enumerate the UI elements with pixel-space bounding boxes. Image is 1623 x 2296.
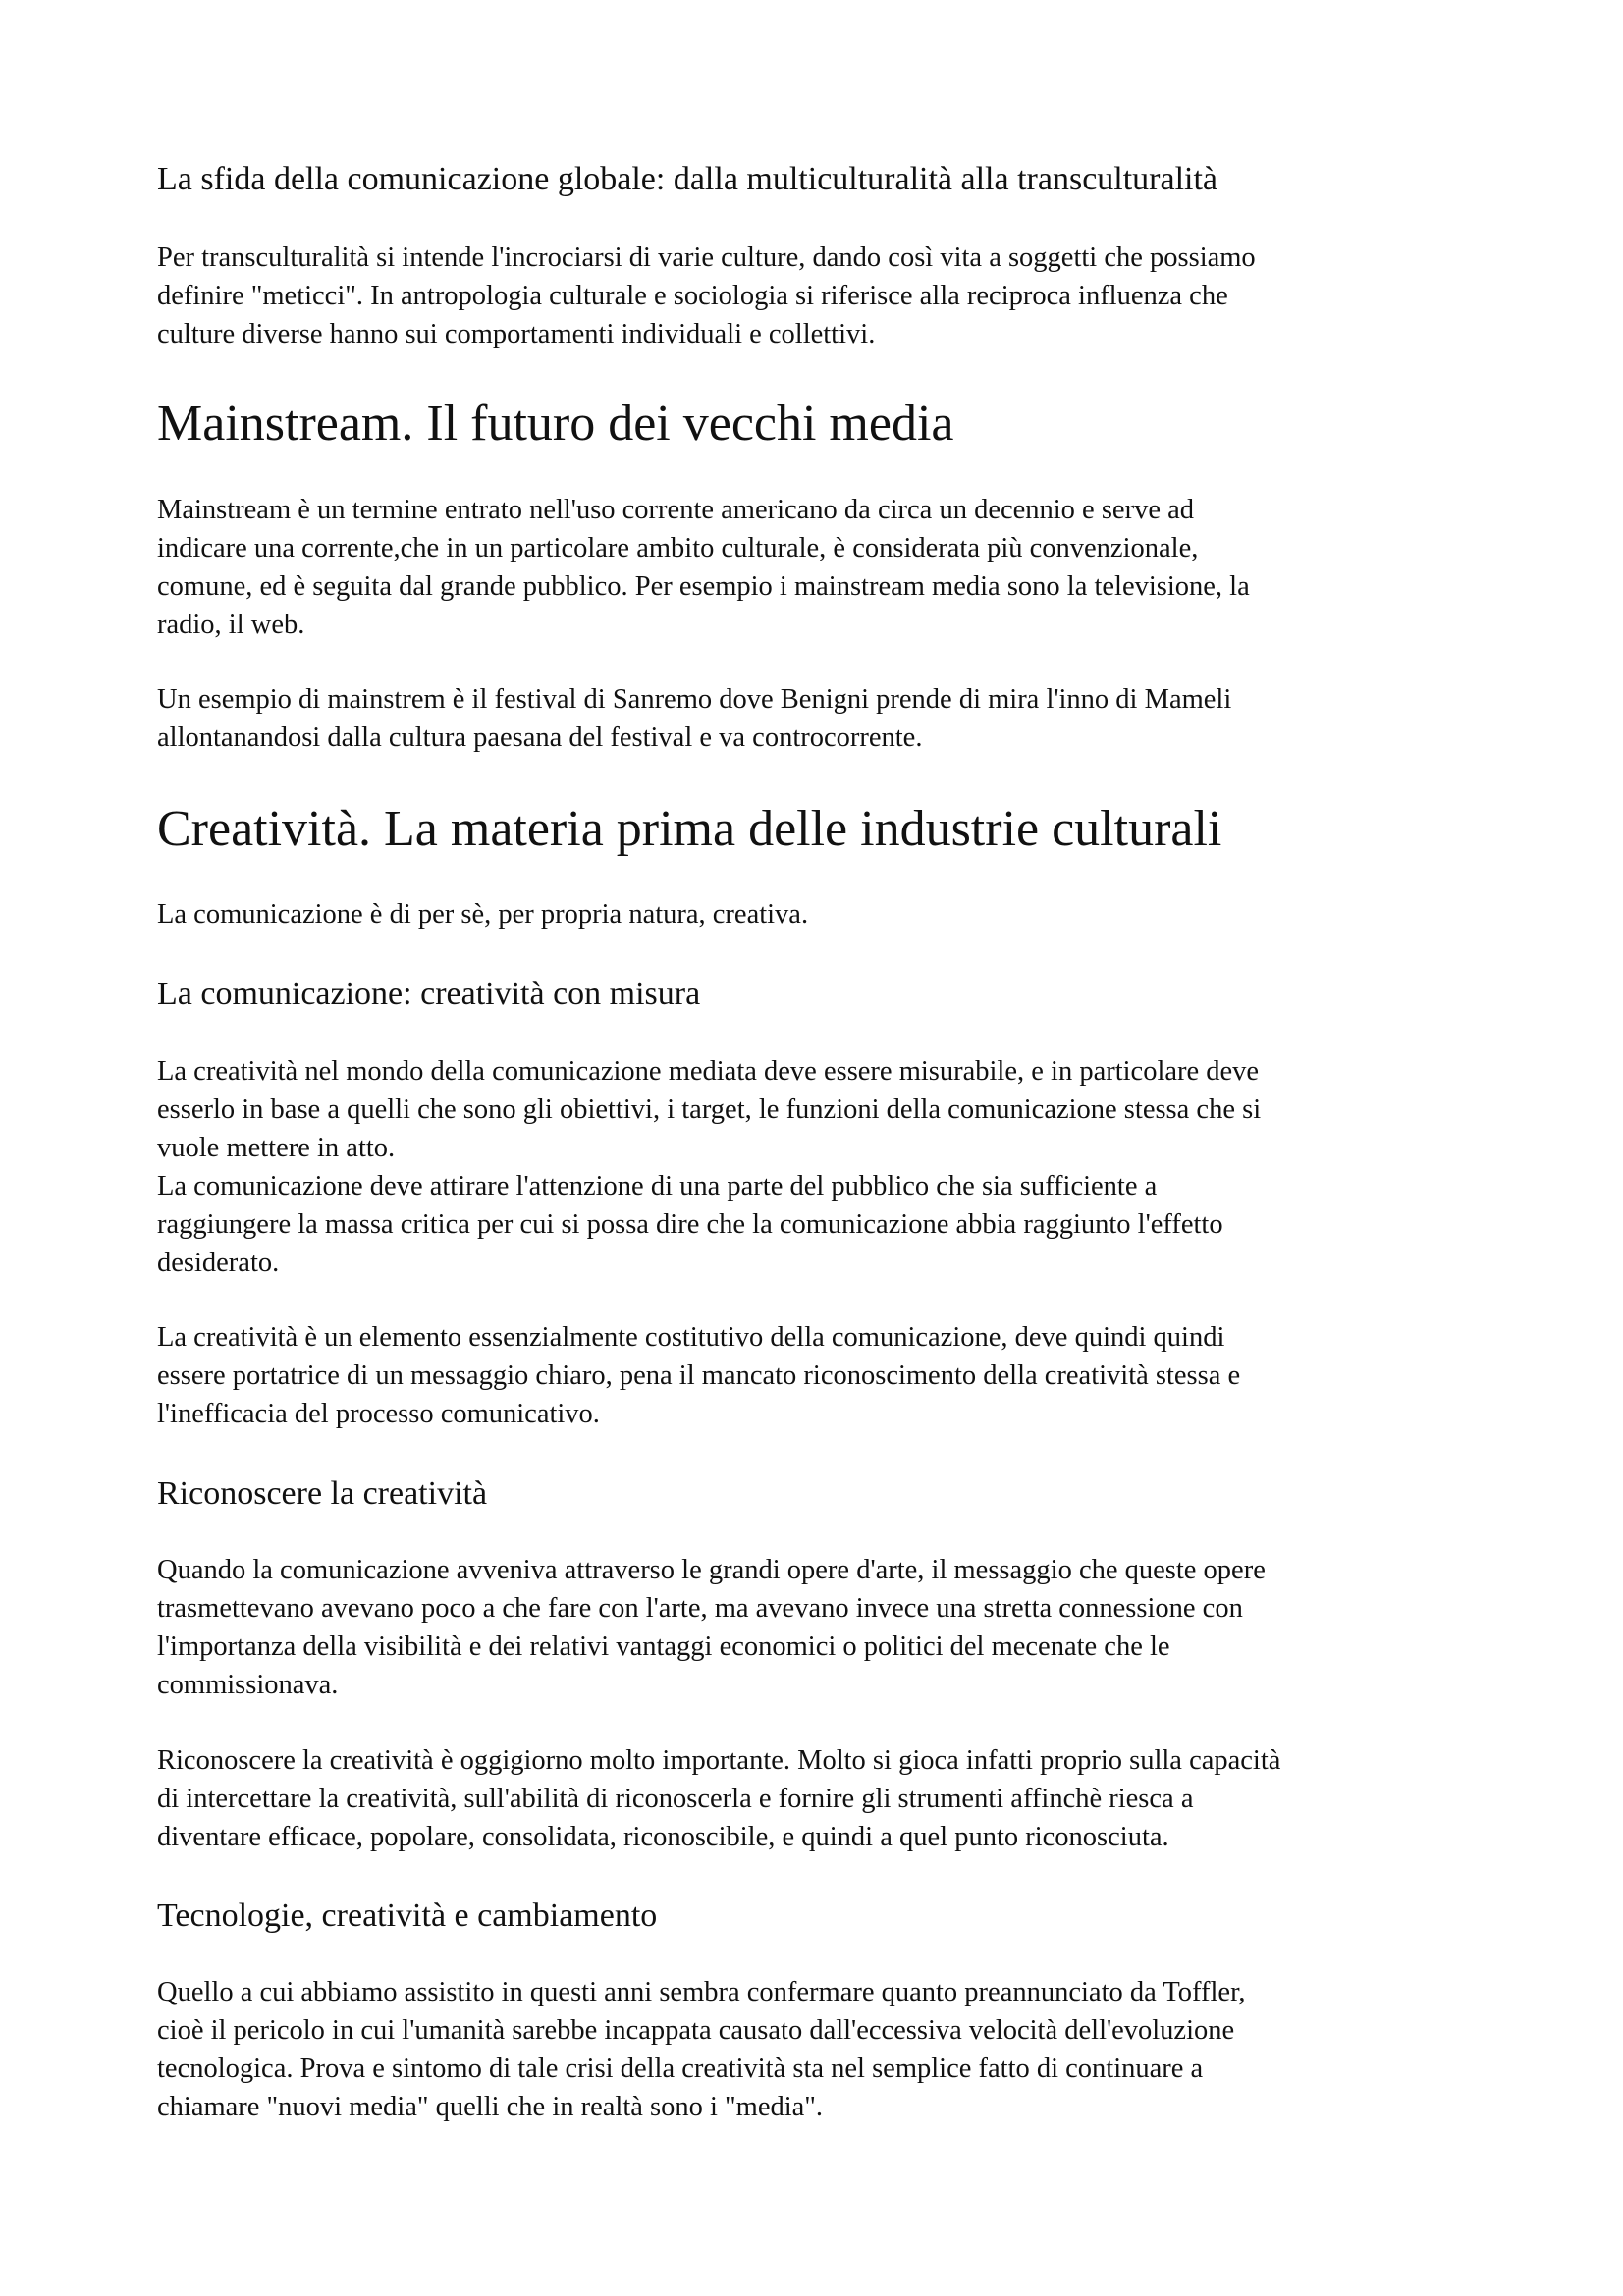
text-line: di intercettare la creatività, sull'abilità di riconoscerla e fornire gli strumenti affinchè riesca a [157,1784,1194,1814]
paragraph-toffler [157,1973,1492,2126]
text-line: l'importanza della visibilità e dei relativi vantaggi economici o politici del mecenate che le [157,1631,1170,1662]
text-line: raggiungere la massa critica per cui si possa dire che la comunicazione abbia raggiunto l'effetto [157,1209,1223,1240]
heading-creativita: Creatività. La materia prima delle industrie culturali [157,801,1222,857]
text-line: vuole mettere in atto. [157,1133,396,1163]
paragraph-creativita-intro [157,895,1492,934]
text-line: Quando la comunicazione avveniva attraverso le grandi opere d'arte, il messaggio che queste opere [157,1555,1266,1585]
heading-tecnologie: Tecnologie, creatività e cambiamento [157,1897,658,1934]
text-line: La comunicazione deve attirare l'attenzione di una parte del pubblico che sia sufficiente a [157,1171,1158,1201]
heading-creativita-con-misura: La comunicazione: creatività con misura [157,976,701,1012]
text-line: La creatività è un elemento essenzialmente costitutivo della comunicazione, deve quindi quindi [157,1322,1225,1353]
text-line: Quello a cui abbiamo assistito in questi anni sembra confermare quanto preannunciato da Toffler, [157,1977,1246,2007]
text-line: La creatività nel mondo della comunicazione mediata deve essere misurabile, e in particolare deve [157,1056,1260,1087]
text-line: Riconoscere la creatività è oggigiorno molto importante. Molto si gioca infatti proprio sulla capacità [157,1745,1281,1776]
text-line: l'inefficacia del processo comunicativo. [157,1399,600,1429]
paragraph-creativita-misurabile [157,1052,1492,1282]
text-line: chiamare "nuovi media" quelli che in realtà sono i "media". [157,2092,824,2122]
paragraph-riconoscere-importante [157,1741,1492,1856]
text-line: desiderato. [157,1248,280,1278]
heading-mainstream: Mainstream. Il futuro dei vecchi media [157,396,954,452]
paragraph-mainstream-definition [157,491,1492,644]
text-line: culture diverse hanno sui comportamenti individuali e collettivi. [157,319,876,349]
paragraph-mainstream-example [157,680,1492,757]
text-line: cioè il pericolo in cui l'umanità sarebbe incappata causato dall'eccessiva velocità dell'evoluzione [157,2015,1235,2046]
text-line: Un esempio di mainstrem è il festival di Sanremo dove Benigni prende di mira l'inno di Mameli [157,684,1232,715]
paragraph-creativita-costitutiva [157,1318,1492,1433]
paragraph-opere-arte [157,1551,1492,1704]
text-line: commissionava. [157,1670,339,1700]
text-line: Mainstream è un termine entrato nell'uso corrente americano da circa un decennio e serve ad [157,495,1194,525]
text-line: esserlo in base a quelli che sono gli obiettivi, i target, le funzioni della comunicazione stessa che si [157,1095,1262,1125]
heading-riconoscere-creativita: Riconoscere la creatività [157,1475,488,1512]
text-line: essere portatrice di un messaggio chiaro, pena il mancato riconoscimento della creatività stessa e [157,1361,1241,1391]
text-line: La comunicazione è di per sè, per propria natura, creativa. [157,899,809,930]
text-line: tecnologica. Prova e sintomo di tale crisi della creatività sta nel semplice fatto di continuare a [157,2054,1204,2084]
paragraph-transculturalita [157,239,1492,353]
text-line: Per transculturalità si intende l'incrociarsi di varie culture, dando così vita a soggetti che possiamo [157,242,1256,273]
heading-transculturalita: La sfida della comunicazione globale: dalla multiculturalità alla transculturalità [157,161,1218,197]
text-line: trasmettevano avevano poco a che fare con l'arte, ma avevano invece una stretta connessione con [157,1593,1243,1624]
text-line: allontanandosi dalla cultura paesana del festival e va controcorrente. [157,722,923,753]
text-line: definire "meticci". In antropologia culturale e sociologia si riferisce alla reciproca influenza che [157,281,1228,311]
text-line: comune, ed è seguita dal grande pubblico. Per esempio i mainstream media sono la televisione, la [157,571,1250,602]
text-line: indicare una corrente,che in un particolare ambito culturale, è considerata più convenzionale, [157,533,1199,563]
text-line: diventare efficace, popolare, consolidata, riconoscibile, e quindi a quel punto riconosciuta. [157,1822,1169,1852]
text-line: radio, il web. [157,610,305,640]
